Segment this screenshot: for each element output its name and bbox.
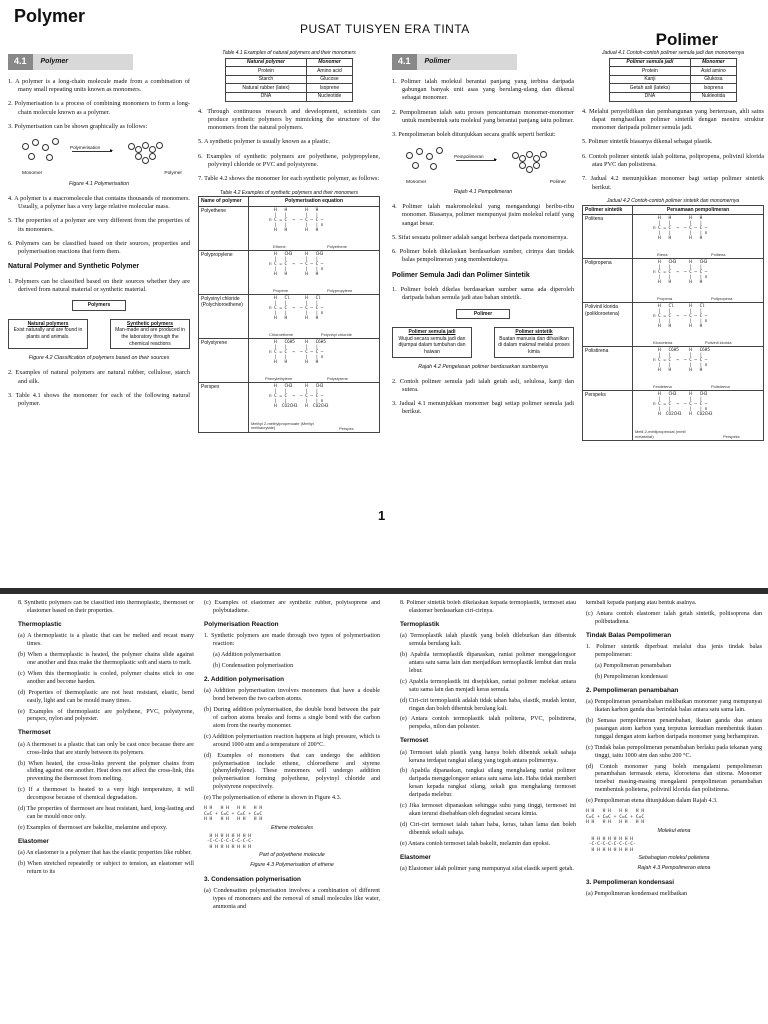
list-item: (a) A thermoset is a plastic that can only be cast once because there are cross-links that are sturdy between its polymers. bbox=[18, 741, 194, 756]
list-item: (e) Examples of thermoset are bakelite, melamine and epoxy. bbox=[18, 825, 168, 832]
list-item: (e) The polymerisation of ethene is shown in Figure 4.3. bbox=[204, 795, 342, 802]
list-item: kembali kepada panjang atau bentuk asalnya. bbox=[586, 600, 697, 606]
paragraph: 5. The properties of a polymer are very different from the properties of its monomers. bbox=[8, 217, 190, 233]
table-row: Polistirena H C6H5 H C6H5 | | | | n C = C → ─ C ─ C ─ | | | | n H H H H Feniletena Polistirena bbox=[583, 347, 764, 391]
paragraph: 7. Jadual 4.2 menunjukkan monomer bagi setiap polimer sintetik berikut. bbox=[582, 175, 764, 191]
subheading: Polymerisation Reaction bbox=[204, 620, 279, 628]
monomer-label: Monomer bbox=[406, 179, 427, 185]
figure-caption: Figure 4.1 Polymerisation bbox=[68, 180, 130, 187]
list-item: (d) Ciri-ciri termoset ialah tahan haba, keras, tahan lama dan boleh dibentuk sekali sahaja. bbox=[400, 822, 576, 836]
list-item: (a) Elastomer ialah polimer yang mempunyai sifat elastik seperti getah. bbox=[400, 866, 574, 873]
paragraph: 4. Melalui penyelidikan dan pembangunan yang berterusan, ahli sains dapat menghasilkan polimer sintetik dengan meniru struktur monomer daripada polimer semula jadi. bbox=[582, 107, 764, 132]
ethene-molecules-figure: H H H H H H H H C=C + C=C + C=C + C=C H H H H H H H H bbox=[586, 809, 645, 826]
table-row: Perspeks H CH3 H CH3 | | | | n C = C → ─ C ─ C ─ | | | | n H CO2CH3 H CO2CH3 Metil 2-metilpropenoat (metil metakrilat) Perspeks bbox=[583, 391, 764, 441]
malay-column-4 bbox=[586, 600, 762, 1024]
paragraph: 6. Polimer boleh dikelaskan berdasarkan sumber, cirinya dan tindak balas pempolimeran yang membentuknya. bbox=[392, 248, 574, 264]
table-row: Polystyrene H C6H5 H C6H5 | | | | n C = C → ─ C ─ C ─ | | | | n H H H H Phenylethylene Polystyrene bbox=[199, 338, 380, 382]
figure-label: Part of polyethene molecule bbox=[259, 852, 325, 859]
paragraph: 1. Polimer ialah molekul berantai panjang yang terbina daripada gabungan banyak unit asas yang berulang-ulang dan dikenal sebagai monomer. bbox=[392, 77, 574, 102]
list-item: (b) Apabila termoplastik dipanaskan, rantai polimer menggelongsor antara satu sama lain dan menjadikan termoplastik lembut dan mula lebur. bbox=[400, 652, 576, 674]
table-caption: Jadual 4.1 Contoh-contoh polimer semula jadi dan monomernya bbox=[601, 50, 745, 56]
paragraph: 2. Contoh polimer semula jadi ialah getah asli, selulosa, kanji dan sutera. bbox=[392, 377, 574, 393]
malay-column-2 bbox=[582, 50, 764, 500]
table-row: DNA Nukleotida bbox=[610, 92, 737, 101]
paragraph: 6. Contoh polimer sintetik ialah politena, polipropena, polivinil klorida atau PVC dan polistirena. bbox=[582, 152, 764, 169]
table-row: Perspex H CH3 H CH3 | | | | n C = C → ─ C ─ C ─ | | | | n H CO2CH3 H CO2CH3 Methyl 2-methylpropenoate (Methyl methacrylate) Perspex bbox=[199, 382, 380, 432]
list-item: (d) Ciri-ciri termoplastik adalah tidak tahan haba, elastik, mudah lentur, ringan dan boleh dibentuk berulang kali. bbox=[400, 697, 576, 712]
synthetic-polymer-table: Polimer sintetik Persamaan pempolimeran Politena H H H H | | | | n C = C → ─ C ─ C ─ | | | | n H H H H Etena Politena Polipropena H CH3 H CH3 | | | | n C = C → ─ C ─ C ─ | | | | n H H H H Propena Polipropena Polivinil klorida (polikloroetena) H Cl H Cl | | | | n C = C → ─ C ─ C ─ | | | | n H H H H Kloroetena Polivinil klorida Polistirena H C6H5 H C6H5 | | | | n C = C → ─ C ─ C ─ | | | | n H H H H Feniletena Polistirena Perspeks H CH3 H CH3 | | | | n C = C → ─ C ─ C ─ | | | | n H CO2CH3 H CO2CH3 Metil 2-metilpropenoat (metil metakrilat) Perspeks bbox=[582, 205, 764, 442]
list-item: (e) Antara contoh termoset ialah bakelit, melamin dan epoksi. bbox=[400, 840, 551, 847]
natural-polymer-table: Natural polymer Monomer Protein Amino acid Starch Glucose Natural rubber (latex) Isoprene DNA Nucleotide bbox=[225, 58, 353, 102]
list-item: (c) If a thermoset is heated to a very high temperature, it will decompose because of chemical degradation. bbox=[18, 787, 194, 802]
figure-label: Molekul etena bbox=[657, 827, 691, 834]
malay-column-3 bbox=[400, 600, 576, 1024]
paragraph: 2. Pempolimeran ialah satu proses pencantuman monomer-monomer untuk membentuk satu molekul yang berantai panjang iaitu polimer. bbox=[392, 108, 574, 125]
subheading: Elastomer bbox=[18, 837, 49, 845]
section-number: 4.1 bbox=[392, 54, 417, 70]
list-item: (a) Pempolimeran kondensasi melibatkan bbox=[586, 891, 688, 898]
tree-branch-natural: Natural polymers Exist naturally and are found in plants and animals. bbox=[8, 319, 88, 349]
tree-branch-natural: Polimer semula jadi Wujud secara semula jadi dan dijumpai dalam tumbuhan dan haiwan bbox=[392, 327, 472, 357]
paragraph: 7. Table 4.2 shows the monomer for each synthetic polymer, as follows: bbox=[198, 175, 380, 183]
section-name: Polymer bbox=[33, 54, 133, 69]
table-caption: Table 4.1 Examples of natural polymers and their monomers bbox=[222, 50, 356, 56]
list-item: (c) Jika termoset dipanaskan sehingga suhu yang tinggi, termoset ini akan terurai disebabkan oleh degradasi secara kimia. bbox=[400, 803, 576, 818]
table-row: Starch Glucose bbox=[226, 75, 353, 84]
list-item: (a) Addition polymerisation involves monomers that have a double bond between the two carbon atoms. bbox=[204, 688, 380, 703]
list-item: (d) Contoh monomer yang boleh mengalami pempolimeran penambahan termasuk etena, kloroetena dan stirena. Monomer tersebut masing-masing mengalami pempolimeran penambahan membentuk polietena, polivinil klorida dan polistirena. bbox=[586, 763, 762, 794]
list-item: (d) Properties of thermoplastic are not heat resistant, elastic, bend easily, light and can be mould many times. bbox=[18, 689, 194, 704]
natural-polymer-table: Polimer semula jadi Monomer Protein Asid amino Kanji Glukosa Getah asli (lateks) Isoprena DNA Nukleotida bbox=[609, 58, 737, 102]
classification-tree bbox=[392, 309, 574, 358]
tree-root: Polymers bbox=[72, 300, 126, 311]
paragraph: 1. Polymers can be classified based on their sources whether they are derived from natural material or synthetic material. bbox=[8, 277, 190, 293]
list-item: (e) Antara contoh termoplastik ialah politena, PVC, polistirena, perspeks, nilon dan poliester. bbox=[400, 716, 576, 731]
list-item: (c) When this thermoplastic is cooled, polymer chains stick to one another and become harden. bbox=[18, 670, 194, 685]
monomer-label: Monomer bbox=[22, 171, 43, 177]
tree-root: Polimer bbox=[456, 309, 510, 320]
paragraph: 3. Pempolimeran boleh ditunjukkan secara grafik seperti berikut: bbox=[392, 131, 556, 139]
subheading: Thermoplastic bbox=[18, 620, 62, 628]
english-page bbox=[8, 50, 384, 500]
polymerisation-figure: Polymerisation ▸ bbox=[8, 137, 190, 171]
list-item: (c) Examples of elastomer are synthetic rubber, polyisoprene and polybutadiene. bbox=[204, 600, 380, 614]
list-item: (b) When stretched repeatedly or subject to tension, an elastomer will return to its bbox=[18, 861, 194, 876]
polymer-label: Polimer bbox=[549, 179, 566, 185]
paragraph: 8. Synthetic polymers can be classified into thermoplastic, thermoset or elastomer based on their properties. bbox=[18, 600, 194, 614]
list-item: (d) The properties of thermoset are heat resistant, hard, long-lasting and can be mould once only. bbox=[18, 806, 194, 821]
subheading: Tindak Balas Pempolimeran bbox=[586, 631, 672, 639]
subheading: 2. Addition polymerisation bbox=[204, 675, 285, 683]
figure-caption: Figure 4.2 Classification of polymers based on their sources bbox=[28, 355, 170, 362]
subheading: 2. Pempolimeran penambahan bbox=[586, 686, 679, 694]
table-row: Polyethene H H H H | | | | n C = C → ─ C ─ C ─ | | | | n H H H H Ethene Polyethene bbox=[199, 206, 380, 250]
list-item: (a) Pempolimeran penambahan melibatkan monomer yang mempunyai ikatan karbon ganda dua berindak balas antara satu sama lain. bbox=[586, 699, 762, 714]
subheading: 3. Condensation polymerisation bbox=[204, 875, 301, 883]
table-row: Polipropena H CH3 H CH3 | | | | n C = C → ─ C ─ C ─ | | | | n H H H H Propena Polipropena bbox=[583, 259, 764, 303]
list-item: (a) Condensation polymerisation involves a combination of different types of monomers and the removal of small molecules like water, ammonia and bbox=[204, 888, 380, 910]
section-name: Polimer bbox=[417, 54, 517, 69]
page-divider bbox=[0, 588, 768, 594]
list-item: (b) During addition polymerisation, the double bond between the pair of carbon atoms breaks and forms a single bond with the carbon atom from the nearby monomer. bbox=[204, 707, 380, 729]
english-column-3 bbox=[18, 600, 194, 1024]
arrow-label: Pempolimeran bbox=[454, 153, 484, 159]
table-row: Getah asli (lateks) Isoprena bbox=[610, 84, 737, 93]
subheading: Elastomer bbox=[400, 853, 431, 861]
paragraph: 1. Polimer boleh dikelas berdasarkan sumber sama ada diperoleh daripada bahan semula jadi atau bahan sintetik. bbox=[392, 285, 574, 302]
list-item: (e) Pempolimeran etena ditunjukkan dalam Rajah 4.3. bbox=[586, 798, 718, 805]
list-item: (b) When heated, the cross-links prevent the polymer chains from sliding against one another. Heat does not affect the cross-link, this preventing the thermoset from melting. bbox=[18, 760, 194, 783]
list-item: (a) Termoplastik ialah plastik yang boleh dileburkan dan dibentuk semula berulang kali. bbox=[400, 633, 576, 648]
list-item: (a) Addition polymerisation bbox=[213, 652, 281, 659]
figure-caption: Rajah 4.2 Pengelasan polimer berdasarkan sumbernya bbox=[418, 363, 548, 370]
paragraph: 6. Polymers can be classified based on their sources, properties and polymerisation reactions that form them. bbox=[8, 239, 190, 256]
list-item: (b) Semasa pempolimeran penambahan, ikatan ganda dua antara pasangan atom karbon yang terputus kemudian membentuk ikatan tunggal dengan atom karbon daripada monomer yang berhampiran. bbox=[586, 717, 762, 740]
paragraph: 5. A synthetic polymer is usually known as a plastic. bbox=[198, 138, 331, 146]
polymer-label: Polymer bbox=[164, 171, 182, 177]
figure-caption: Rajah 4.3 Pempolimeran etena bbox=[637, 864, 711, 871]
paragraph: 4. Through continuous research and development, scientists can produce synthetic polymers by mimicking the structure of the monomers from the natural polymers. bbox=[198, 107, 380, 132]
ethene-molecules-figure: H H H H H H H H C=C + C=C + C=C + C=C H H H H H H H H bbox=[204, 806, 263, 823]
paragraph: 3. Table 4.1 shows the monomer for each of the following natural polymer. bbox=[8, 391, 190, 408]
paragraph: 3. Jadual 4.1 menunjukkan monomer bagi setiap polimer semula jadi berikut. bbox=[392, 400, 574, 416]
section-header bbox=[392, 54, 574, 70]
table-row: Kanji Glukosa bbox=[610, 75, 737, 84]
table-row: Protein Amino acid bbox=[226, 67, 353, 76]
table-caption: Table 4.2 Examples of synthetic polymers and their monomers bbox=[220, 189, 358, 196]
list-item: (b) When a thermoplastic is heated, the polymer chains slide against one another and thus make the thermoplastic soft and starts to melt. bbox=[18, 652, 194, 666]
english-continued bbox=[18, 600, 394, 1024]
list-item: (c) Addition polymerisation reaction happens at high pressure, which is around 1000 atm and a temperature of 200°C. bbox=[204, 733, 380, 748]
table-row: Natural rubber (latex) Isoprene bbox=[226, 84, 353, 93]
paragraph: 3. Polymerisation can be shown graphically as follows: bbox=[8, 123, 148, 131]
paragraph: 5. Polimer sintetik biasanya dikenal sebagai plastik. bbox=[582, 138, 713, 146]
list-item: 1. Synthetic polymers are made through two types of polymerisation reaction: bbox=[204, 633, 380, 648]
polyethene-chain-figure: H H H H H H H H -C-C-C-C-C-C-C-C- H H H H H H H H bbox=[206, 833, 254, 850]
synthetic-polymer-table: Name of polymer Polymerisation equation Polyethene H H H H | | | | n C = C → ─ C ─ C ─ | | | | n H H H H Ethene Polyethene Polypropylene H CH3 H CH3 | | | | n C = C → ─ C ─ C ─ | | | | n H H H H Propene Polypropylene Polyvinyl chloride (Polychloroethene) H Cl H Cl | | | | n C = C → ─ C ─ C ─ | | | | n H H H H Chloroethene Polyvinyl chloride Polystyrene H C6H5 H C6H5 | | | | n C = C → ─ C ─ C ─ | | | | n H H H H Phenylethylene Polystyrene Perspex H CH3 H CH3 | | | | n C = C → ─ C ─ C ─ | | | | n H CO2CH3 H CO2CH3 Methyl 2-methylpropenoate (Methyl methacrylate) Perspex bbox=[198, 196, 380, 433]
subheading: Thermoset bbox=[18, 729, 51, 737]
list-item: (c) Apabila termoplastik ini disejukkan, rantai polimer melekat antara satu sama lain dan menjadi keras semula. bbox=[400, 678, 576, 693]
malay-page bbox=[392, 50, 768, 500]
table-row: DNA Nucleotide bbox=[226, 92, 353, 101]
list-item: (e) Examples of thermoplastic are polythene, PVC, polystyrene, perspex, nylon and polyester. bbox=[18, 708, 194, 723]
paragraph: 4. Polimer ialah makromolekul yang mengandungi beribu-ribu monomer. Biasanya, polimer mempunyai jisim molekul relatif yang sangat besar. bbox=[392, 202, 574, 227]
list-item: (a) An elastomer is a polymer that has the elastic properties like rubber. bbox=[18, 850, 192, 857]
header-right-title: Polimer bbox=[655, 30, 718, 49]
list-item: (a) A thermoplastic is a plastic that can be melted and recast many times. bbox=[18, 633, 194, 648]
table-row: Polypropylene H CH3 H CH3 | | | | n C = C → ─ C ─ C ─ | | | | n H H H H Propene Polypropylene bbox=[199, 250, 380, 294]
tree-branch-synthetic: Synthetic polymers Man-made and are produced in the laboratory through the chemical reactions bbox=[110, 319, 190, 349]
section-number: 4.1 bbox=[8, 54, 33, 70]
classification-tree bbox=[8, 300, 190, 349]
list-item: (a) Pempolimeran penambahan bbox=[595, 662, 672, 669]
list-item: (b) Pempolimeran kondensasi bbox=[595, 673, 668, 680]
table-caption: Jadual 4.2 Contoh-contoh polimer sintetik dan monomernya bbox=[606, 197, 740, 204]
table-row: Polivinil klorida (polikloroetena) H Cl H Cl | | | | n C = C → ─ C ─ C ─ | | | | n H H H H Kloroetena Polivinil klorida bbox=[583, 303, 764, 347]
malay-column-1 bbox=[392, 50, 574, 500]
figure-label: Ethene molecules bbox=[270, 824, 314, 831]
arrow-label: Polymerisation bbox=[70, 145, 101, 151]
figure-label: Sebahagian molekul polietena bbox=[638, 855, 710, 862]
paragraph: 8. Polimer sintetik boleh dikelaskan kepada termoplastik, termoset atau elastomer berdasarkan ciri-cirinya. bbox=[400, 600, 576, 614]
table-row: Protein Asid amino bbox=[610, 67, 737, 76]
list-item: (d) Examples of monomers that can undergo the addition polymerisation include ethene, chloroethene and styrene (phenylethylene). These monomers will undergo addition polymerisation forming polyethene, polyvinyl chloride and polystyrene respectively. bbox=[204, 752, 380, 791]
figure-caption: Figure 4.3 Polymerisation of ethene bbox=[250, 861, 334, 868]
paragraph: 1. A polymer is a long-chain molecule made from a combination of many small repeating units known as monomers. bbox=[8, 77, 190, 94]
list-item: (c) Antara contoh elastomer ialah getah sintetik, poliisoprena dan polibutadiena. bbox=[586, 610, 762, 625]
section-header bbox=[8, 54, 190, 70]
subheading: Natural Polymer and Synthetic Polymer bbox=[8, 263, 140, 271]
malay-continued bbox=[400, 600, 768, 1024]
english-column-4 bbox=[204, 600, 380, 1024]
table-row: Politena H H H H | | | | n C = C → ─ C ─ C ─ | | | | n H H H H Etena Politena bbox=[583, 215, 764, 259]
polymerisation-figure: Pempolimeran ▸ bbox=[392, 146, 574, 180]
subheading: 3. Pempolimeran kondensasi bbox=[586, 878, 675, 886]
english-column-1 bbox=[8, 50, 190, 500]
paragraph: 2. Examples of natural polymers are natural rubber, cellulose, starch and silk. bbox=[8, 369, 190, 385]
paragraph: 6. Examples of synthetic polymers are polyethene, polypropylene, polyvinyl chloride or PVC and polystyrene. bbox=[198, 152, 380, 169]
subheading: Polimer Semula Jadi dan Polimer Sintetik bbox=[392, 271, 530, 279]
paragraph: 5. Sifat sesuatu polimer adalah sangat berbeza daripada monomernya. bbox=[392, 233, 568, 241]
page-number: 1 bbox=[378, 508, 386, 523]
tree-branch-synthetic: Polimer sintetik Buatan manusia dan dihasilkan di dalam makmal melalui proses kimia bbox=[494, 327, 574, 357]
list-item: (a) Termoset ialah plastik yang hanya boleh dibentuk sekali sahaja kerana terdapat rangkai silang yang teguh antara polimernya. bbox=[400, 749, 576, 764]
list-item: (b) Condensation polymerisation bbox=[213, 662, 294, 669]
table-row: Polyvinyl chloride (Polychloroethene) H Cl H Cl | | | | n C = C → ─ C ─ C ─ | | | | n H H H H Chloroethene Polyvinyl chloride bbox=[199, 294, 380, 338]
paragraph: 4. A polymer is a macromolecule that contains thousands of monomers. Usually, a polymer has a very large relative molecular mass. bbox=[8, 194, 190, 210]
list-item: (c) Tindak balas pempolimeran penambahan berlaku pada tekanan yang tinggi, iaitu 1000 atm dan suhu 200 °C. bbox=[586, 744, 762, 759]
subheading: Termoset bbox=[400, 737, 429, 745]
list-item: (b) Apabila dipanaskan, rangkai silang menghalang rantai polimer daripada menggelongsor antara satu sama lain. Haba tidak memberi kesan kepada rangkai silang, sekali gus menghalang termoset daripada melebur. bbox=[400, 768, 576, 799]
list-item: 1. Polimer sintetik diperbuat melalui dua jenis tindak balas pempolimeran: bbox=[586, 644, 762, 659]
english-column-2 bbox=[198, 50, 380, 500]
polyethene-chain-figure: H H H H H H H H -C-C-C-C-C-C-C-C- H H H H H H H H bbox=[588, 836, 636, 853]
header-center-title: PUSAT TUISYEN ERA TINTA bbox=[300, 22, 470, 36]
paragraph: 2. Polymerisation is a process of combining monomers to form a long-chain molecule known as a polymer. bbox=[8, 100, 190, 116]
header-left-title: Polymer bbox=[14, 6, 86, 26]
figure-caption: Rajah 4.1 Pempolimeran bbox=[453, 188, 513, 195]
subheading: Termoplastik bbox=[400, 620, 440, 628]
